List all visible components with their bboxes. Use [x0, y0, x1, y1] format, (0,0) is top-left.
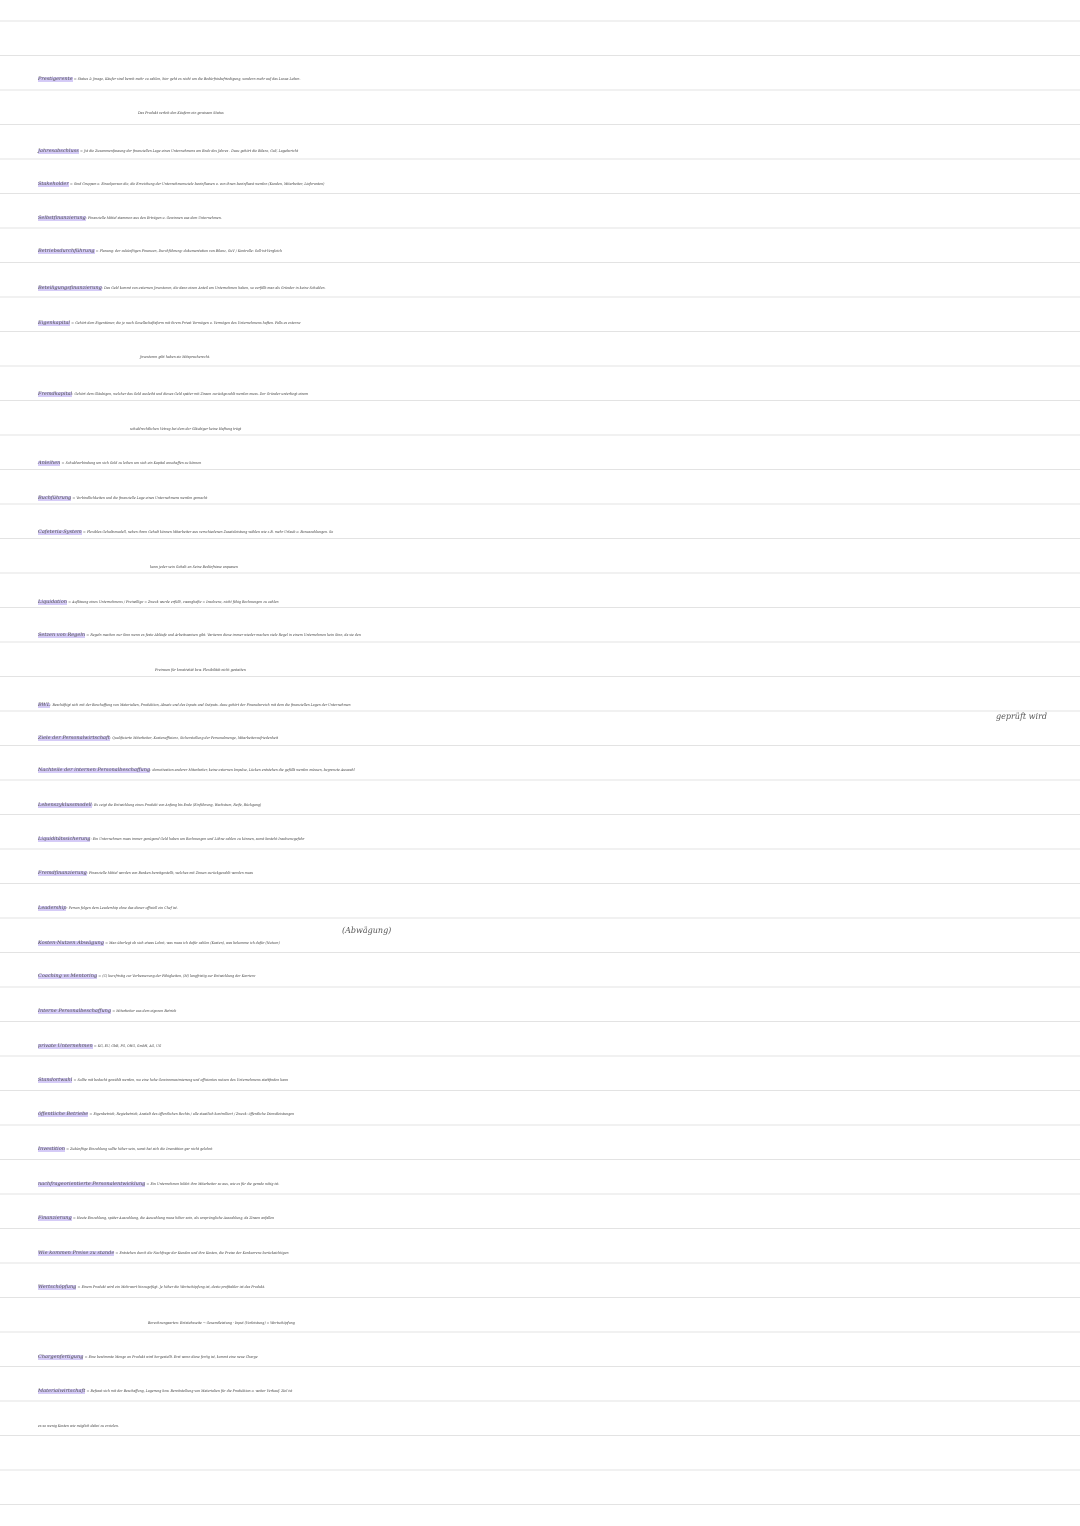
entry-nachteile-interne-personalbeschaffung	[0, 753, 1080, 787]
entry-finanzierung	[0, 1201, 1080, 1235]
entry-definition: Schuldverbindung um sich Geld zu leihen um sich ein Kapital anschaffen zu können	[65, 461, 202, 465]
entry-term: Cafeteria-System	[38, 529, 82, 535]
entry-term: Beteiligungsfinanzierung	[38, 285, 102, 291]
entry-term: Interne Personalbeschaffung	[38, 1008, 112, 1014]
entry-separator: =	[71, 1216, 77, 1220]
entry-term: Anleihen	[38, 460, 61, 466]
entry-standortwahl	[0, 1063, 1080, 1097]
entry-definition: Zukünftige Einzahlung sollte höher sein, sonst hat sich die Investition gar nicht gelohnt	[70, 1147, 213, 1151]
entry-separator: =	[60, 461, 66, 465]
entry-definition: Man überlegt ob sich etwas Lohnt, was muss ich dafür zahlen (Kosten), was bekomme ich dafür (Nutzen)	[109, 941, 280, 945]
entry-separator: =	[94, 249, 100, 253]
entry-separator: =	[71, 496, 77, 500]
entry-bwl	[0, 688, 1080, 722]
entry-continuation	[0, 412, 1080, 446]
entry-definition: Heute Einzahlung, später Auszahlung, die Auszahlung muss höher sein, als ursprüngliche Auszahlung, da Zinsen anfallen	[76, 1216, 275, 1220]
entry-term: Coaching vs Mentoring	[38, 973, 98, 979]
entry-separator: :	[109, 736, 113, 740]
entry-chargenfertigung	[0, 1340, 1080, 1374]
entry-separator: :	[85, 216, 89, 220]
entry-fremdfinanzierung	[0, 856, 1080, 890]
entry-definition: Eigenbetrieb, Regiebetrieb, Anstalt des öffentlichen Rechts / alle staatlich kontrolliert / Zweck: öffentliche Dienstleistungen	[93, 1112, 295, 1116]
entry-separator: :	[86, 871, 90, 875]
entry-cafeteria-system	[0, 515, 1080, 549]
entry-term: Chargenfertigung	[38, 1354, 84, 1360]
entry-separator: =	[88, 1112, 94, 1116]
entry-term: Wertschöpfung	[38, 1284, 77, 1290]
abwaegung-note: (Abwägung)	[342, 926, 392, 935]
entry-term: Liquidation	[38, 599, 67, 605]
bwl-continuation-note: geprüft wird	[996, 712, 1048, 721]
entry-term: Stakeholder	[38, 181, 69, 187]
entry-coaching-vs-mentoring	[0, 959, 1080, 993]
entry-fremdkapital	[0, 377, 1080, 411]
entry-separator: =	[65, 1147, 71, 1151]
entry-continuation	[0, 96, 1080, 130]
entry-definition: Finanzielle Mittel werden von Banken bereitgestellt, welches mit Zinsen zurückgezahlt werden muss	[89, 871, 253, 875]
entry-separator: =	[66, 600, 73, 604]
entry-eigenkapital	[0, 306, 1080, 340]
entry-definition: Berechnungsarten: Entstehsseite → Gesamtleistung - Input (Vorleistung) = Wertschöpfung	[148, 1321, 295, 1325]
entry-definition: Es zeigt die Entwicklung eines Produkt von Anfang bis Ende (Einführung, Wachstum, Reife, Rückgang)	[94, 803, 262, 807]
entry-definition: Finanzielle Mittel stammen aus den Erträgen u. Gewinnen aus dem Unternehmen.	[88, 216, 222, 220]
entry-separator: :	[91, 803, 95, 807]
entry-separator: :	[101, 286, 105, 290]
entry-term: Betriebsdurchführung	[38, 248, 95, 254]
entry-term: Lebenszyklussmodell	[38, 802, 92, 808]
entry-term: Buchführung	[38, 495, 72, 501]
entry-definition: Qualifizierte Mitarbeiter, Kosteneffizienz, Sicherstellung der Personalmenge, Mitarbeiterzufriedenheit	[112, 736, 279, 740]
entry-separator: =	[83, 1355, 89, 1359]
entry-separator: =	[97, 974, 103, 978]
entry-term: Eigenkapital	[38, 320, 71, 326]
entry-separator: :	[50, 703, 53, 707]
entry-stakeholder	[0, 167, 1080, 201]
entry-ziele-der-personalwirtschaft	[0, 721, 1080, 755]
entry-separator: =	[145, 1182, 151, 1186]
entry-definition: Gehört dem Gläubigen, welcher das Geld ausleiht und dieses Geld später mit Zinsen zurückgezahlt werden muss. Der Gründer unterliegt einem	[74, 392, 309, 396]
entry-term: Jahresabschluss	[38, 148, 79, 154]
entry-separator: =	[85, 633, 91, 637]
entry-separator: :	[150, 768, 153, 772]
entry-term: Selbstfinanzierung	[38, 215, 86, 221]
entry-term: öffentliche Betriebe	[38, 1111, 89, 1117]
entry-definition: Flexibles Gehaltsmodell, neben ihren Gehalt können Mitarbeiter aus verschiedenen Zusatzleistung wählen wie z.B. mehr Urlaub o. Bonuszahlungen. So	[86, 530, 334, 534]
entry-term: Kosten-Nutzen Abwägung	[38, 940, 104, 946]
entry-term: Materialwirtschaft	[38, 1388, 86, 1394]
entry-private-unternehmen	[0, 1029, 1080, 1063]
entry-definition: Befasst sich mit der Beschaffung, Lagerung bzw. Bereitstellung von Materialien für die Produktion o. weiter Verkauf. Ziel ist	[90, 1389, 293, 1393]
entry-separator: =	[92, 1044, 98, 1048]
entry-term: Nachteile der internen Personalbeschaffung	[38, 767, 151, 773]
entry-interne-personalbeschaffung	[0, 994, 1080, 1028]
entry-definition: Ein Unternehmen bildet ihre Mitarbeiter so aus, wie es für die gerade nötig ist.	[150, 1182, 280, 1186]
entry-term: Ziele der Personalwirtschaft	[38, 735, 110, 741]
entry-lebenszyklussmodell	[0, 788, 1080, 822]
entry-separator: :	[90, 837, 93, 841]
entry-term: nachfrageorientierte Personalentwicklung	[38, 1181, 146, 1187]
entry-definition: es so wenig Kosten wie möglich dabei zu erzielen.	[38, 1424, 120, 1428]
entry-separator: =	[68, 182, 74, 186]
entry-anleihen	[0, 446, 1080, 480]
entry-term: Prestigerente	[38, 76, 73, 82]
entry-separator: =	[114, 1251, 120, 1255]
entry-separator: =	[76, 1285, 82, 1289]
entry-definition: Sind Gruppen o. Einzelperson die, die Erreichung der Unternehmensziele beeinflussen o. von ihnen beeinflusst werden (Kunden, Mitarbeiter, Lieferanten)	[73, 182, 325, 186]
entry-definition: Jst die Zusammenfassung der finanziellen Lage eines Unternehmens am Ende des Jahres . Dazu gehört die Bilanz, GuV, Lagebericht	[84, 149, 299, 153]
entry-term: Leadership	[38, 905, 67, 911]
entry-definition: Planung: der zukünftigen Finanzen, Durchführung: dokumentation von Bilanz, GuV / Kontrolle: Soll-ist-Vergleich	[99, 249, 283, 253]
entry-definition: KG, EU, GbR, PG, OHG, GmbH, AG, UG	[97, 1044, 162, 1048]
entry-separator: =	[72, 1078, 78, 1082]
entry-definition: Entstehen durch die Nachfrage der Kunden und ihre Kosten, die Preise der Konkurrenz berücksichtigen	[119, 1251, 289, 1255]
entry-definition: Auflösung eines Unternehmens / Freiwillige = Zweck wurde erfüllt, zwanghafte = Insolvenz, nicht fähig Rechnungen zu zahlen	[72, 600, 279, 604]
entry-definition: Gehört dem Eigentümer, die je nach Gesellschaftsform mit ihrem Privat Vermögen o. Vermögen des Unternehmens haften. Falls es externe	[75, 321, 301, 325]
entry-definition: Das Produkt verleit den Käufern ein gewissen Status	[138, 111, 224, 115]
entry-definition: Beschäftigt sich mit der Beschaffung von Materialien, Produktion, Absatz und des Inputs und Outputs. dazu gehört der Finanzbereich mit dem die finanziellen Lagen der Unternehmen	[52, 703, 351, 707]
entry-definition: Ein Unternehmen muss immer genügend Geld haben um Rechnungen und Löhne zahlen zu können, sonst besteht Insolvenzgefahr	[92, 837, 305, 841]
entry-wie-kommen-preise-zu-stande	[0, 1236, 1080, 1270]
entry-nachfrageorientierte-personalentwicklung	[0, 1167, 1080, 1201]
entry-betriebsdurchfuehrung	[0, 234, 1080, 268]
entry-separator: =	[85, 1389, 91, 1393]
entry-continuation	[0, 653, 1080, 687]
entry-definition: Regeln machen nur Sinn wenn es feste Abläufe und Arbeitsweisen gibt. Variieren diese immer wieder machen viele Regel in einem Unternehmen kein Sinn, da sie den	[90, 633, 361, 637]
entry-term: Investition	[38, 1146, 65, 1152]
entry-term: Wie kommen Preise zu stande	[38, 1250, 115, 1256]
entry-definition: Verbindlichkeiten und die finanzielle Lage eines Unternehmens werden gemacht	[76, 496, 208, 500]
entry-beteiligungsfinanzierung	[0, 271, 1080, 305]
entry-leadership	[0, 891, 1080, 925]
entry-term: Finanzierung	[38, 1215, 72, 1221]
entry-definition: (C) kurzfristig zur Verbesserung der Fähigkeiten, (M) langfristig zur Entwicklung der Karriere	[102, 974, 256, 978]
entry-definition: demotivation anderer Mitarbeiter, keine externen Impulse, Lücken entstehen die gefüllt werden müssen, begrenzte Auswahl	[152, 768, 355, 772]
entry-definition: schuldrechtlichen Vetrag bei dem der Gläubiger keine Haftung trägt	[130, 427, 242, 431]
entry-definition: Jnvestoren gibt haben sie Mitspracherecht.	[140, 355, 211, 359]
entry-term: Standortwahl	[38, 1077, 73, 1083]
entry-definition: Freiraum für kreativität bzw. Flexibilität nicht gestatten	[155, 668, 246, 672]
entry-definition: Das Geld kommt von externen Jnvestoren, die dann einen Anteil am Unternehmen haben, so verfällt man als Gründer in keine Schulden.	[104, 286, 326, 290]
entry-definition: kann jeder sein Gehalt an Seine Bedürfnisse anpassen	[150, 565, 238, 569]
entry-definition: Einem Produkt wird ein Mehrwert hinzugefügt. Je höher die Wertschöpfung ist, desto profitabler ist das Produkt.	[81, 1285, 266, 1289]
entry-wertschoepfung	[0, 1270, 1080, 1304]
entry-term: private Unternehmen	[38, 1043, 93, 1049]
entry-separator: =	[103, 941, 110, 945]
entry-materialwirtschaft	[0, 1374, 1080, 1408]
entry-term: Fremdfinanzierung	[38, 870, 87, 876]
entry-setzen-von-regeln	[0, 618, 1080, 652]
entry-prestigerente	[0, 62, 1080, 96]
entry-buchfuehrung	[0, 481, 1080, 515]
entry-kosten-nutzen-abwaegung	[0, 926, 1080, 960]
entry-definition: Sollte mit bedacht gewählt werden, wo eine hohe Gewinnmaximierung und effizientes nutzen des Unternehmens stattfinden kann	[77, 1078, 289, 1082]
entry-selbstfinanzierung	[0, 201, 1080, 235]
entry-jahresabschluss	[0, 134, 1080, 168]
entry-continuation	[0, 340, 1080, 374]
entry-definition: Mitarbeiter aus dem eigenen Betrieb	[116, 1009, 177, 1013]
entry-continuation	[0, 550, 1080, 584]
entry-definition: Person folgen dem Leadership ohne das dieser offiziell ein Chef ist.	[68, 906, 178, 910]
entry-separator: =	[70, 321, 76, 325]
entry-separator: =	[72, 77, 78, 81]
entry-term: BWL	[38, 702, 51, 708]
entry-investition	[0, 1132, 1080, 1166]
entry-separator: =	[111, 1009, 117, 1013]
entry-definition: Status & Jmage, Käufer sind bereit mehr zu zahlen, hier geht es nicht um die Bedürfnisbefriedigung, sondern mehr auf das Luxus Leben.	[77, 77, 301, 81]
entry-term: Setzen von Regeln	[38, 632, 86, 638]
entry-liquidation	[0, 585, 1080, 619]
entry-term: Fremdkapital	[38, 391, 73, 397]
entry-separator: =	[78, 149, 85, 153]
entry-oeffentliche-betriebe	[0, 1097, 1080, 1131]
entry-separator: :	[66, 906, 69, 910]
entry-separator: :	[72, 392, 75, 396]
entry-continuation	[0, 1306, 1080, 1340]
entry-term: Liquiditätssicherung	[38, 836, 91, 842]
entry-separator: =	[81, 530, 87, 534]
entry-definition: Eine bestimmte Menge an Produkt wird hergestellt. Erst wenn diese fertig ist, kommt eine neue Charge	[88, 1355, 258, 1359]
entry-continuation	[0, 1409, 1080, 1443]
entry-liquiditaetssicherung	[0, 822, 1080, 856]
